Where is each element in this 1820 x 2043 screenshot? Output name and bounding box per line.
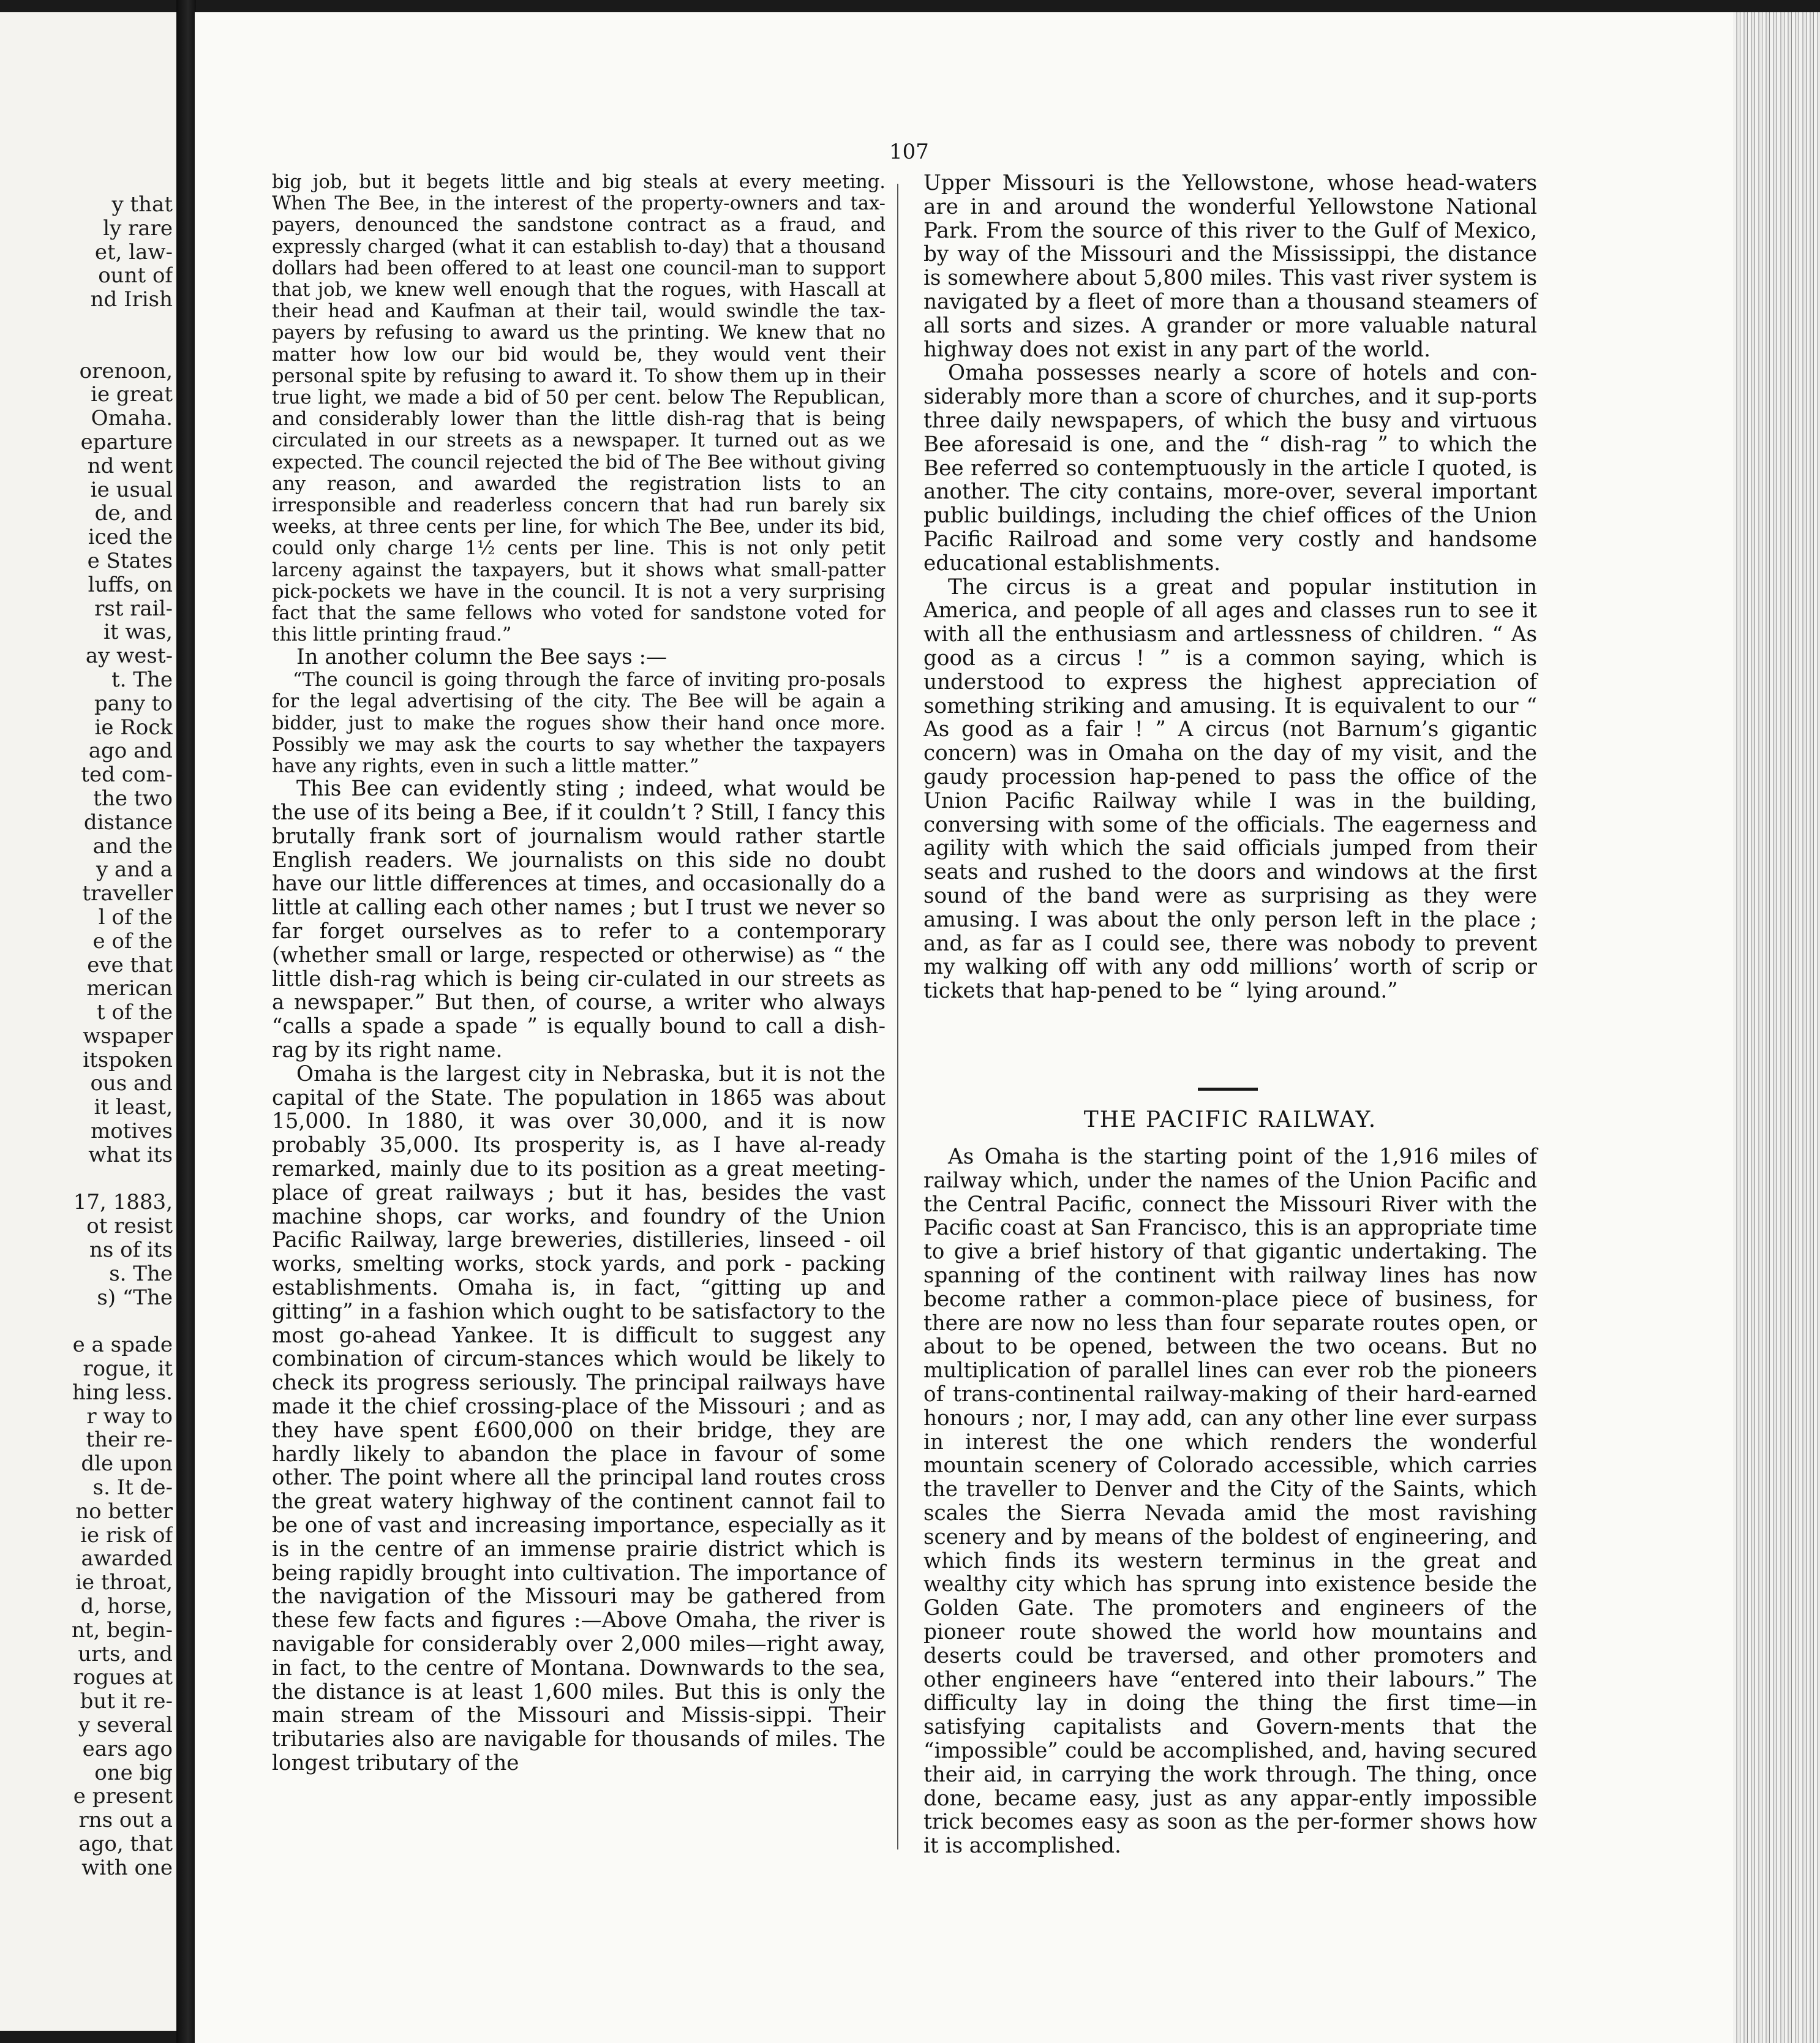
facing-page-line: e present: [73, 1785, 173, 1809]
facing-page-line: d, horse,: [80, 1595, 173, 1619]
facing-page-line: one big: [94, 1761, 173, 1785]
facing-page-line: luffs, on: [88, 573, 173, 597]
facing-page-line: ay west-: [85, 644, 173, 668]
facing-page-line: ous and: [90, 1072, 173, 1096]
facing-page-line: rst rail-: [94, 596, 173, 621]
facing-page-line: rogue, it: [83, 1357, 173, 1381]
facing-page-line: ie usual: [90, 478, 173, 502]
facing-page-line: t of the: [96, 1001, 173, 1025]
section-title: THE PACIFIC RAILWAY.: [1083, 1107, 1377, 1132]
facing-page-line: y that: [111, 193, 173, 217]
facing-page-line: awarded: [81, 1547, 173, 1571]
facing-page-line: it was,: [103, 620, 173, 645]
page-edges: [1733, 12, 1820, 2043]
facing-page-line: iced the: [88, 525, 173, 549]
facing-page-line: traveller: [82, 882, 173, 906]
facing-page-line: ago, that: [78, 1832, 173, 1856]
section-rule: [1198, 1088, 1258, 1091]
facing-page-line: y and a: [96, 858, 173, 882]
facing-page-line: [0, 312, 173, 336]
facing-page-line: wspaper: [83, 1024, 173, 1048]
right-column-lower: [923, 1145, 1537, 1858]
left-column: [272, 171, 886, 1775]
facing-page-text-fragments: [0, 193, 176, 1880]
facing-page-line: e a spade: [72, 1333, 173, 1358]
facing-page-line: the two: [93, 786, 173, 811]
paragraph-circus: The circus is a great and popular institution in America, and people of all ages and classes run to see it with all the enthusiasm and artlessness of children. “ As good as a circus ! ” is a common saying, which is understood to express the highest appreciation of something striking and amusing. It is equivalent to our “ As good as a fair ! ” A circus (not Barnum’s gigantic concern) was in Omaha on the day of my visit, and the gaudy procession hap-pened to pass the office of the Union Pacific Railway while I was in the building, conversing with some of the officials. The eagerness and agility with which the said officials jumped from their seats and rushed to the doors and windows at the first sound of the band were as surprising as they were amusing. I was about the only person left in the place ; and, as far as I could see, there was nobody to prevent my walking off with any odd millions’ worth of scrip or tickets that hap-pened to be “ lying around.”: [923, 574, 1537, 1004]
quote-continuation: big job, but it begets little and big steals at every meeting. When The Bee, in the interest of the property-owners and tax-payers, denounced the sandstone contract as a fraud, and expressly charged (what it can establish to-day) that a thousand dollars had been offered to at least one council-man to support that job, we knew well enough that the rogues, with Hascall at their head and Kaufman at their tail, would swindle the tax-payers by refusing to award us the printing. We knew that no matter how low our bid would be, they would vent their personal spite by refusing to award it. To show them up in their true light, we made a bid of 50 per cent. below The Republican, and considerably lower than the little dish-rag that is being circulated in our streets as a newspaper. It turned out as we expected. The council rejected the bid of The Bee without giving any reason, and awarded the registration lists to an irresponsible and readerless concern that had run barely six weeks, at three cents per line, for which The Bee, under its bid, could only charge 1½ cents per line. This is not only petit larceny against the taxpayers, but it shows what small-patter pick-pockets we have in the council. It is not a very surprising fact that the same fellows who voted for sandstone voted for this little printing fraud.”: [272, 171, 886, 646]
facing-page-line: their re-: [86, 1428, 173, 1453]
facing-page-line: [0, 1309, 173, 1333]
facing-page-line: ie Rock: [94, 715, 173, 740]
facing-page-line: ount of: [98, 264, 173, 288]
facing-page-line: ears ago: [82, 1737, 173, 1761]
facing-page-line: e States: [87, 549, 173, 573]
facing-page-line: distance: [83, 810, 173, 835]
facing-page-line: Omaha.: [91, 407, 173, 431]
facing-page-line: l of the: [98, 905, 173, 930]
facing-page-line: with one: [81, 1856, 173, 1880]
facing-page-line: de, and: [94, 502, 173, 526]
facing-page-line: 17, 1883,: [73, 1191, 173, 1215]
paragraph-upper-missouri: Upper Missouri is the Yellowstone, whose head-waters are in and around the wonderful Yellowstone National Park. From the source of this river to the Gulf of Mexico, by way of the Missouri and the Mississippi, the distance is somewhere about 5,800 miles. This vast river system is navigated by a fleet of more than a thousand steamers of all sorts and sizes. A grander or more valuable natural highway does not exist in any part of the world.: [923, 171, 1537, 362]
facing-page-line: ly rare: [103, 216, 173, 241]
facing-page-line: s. The: [109, 1262, 173, 1286]
page-number: 107: [889, 140, 929, 164]
facing-page-line: dle upon: [81, 1452, 173, 1477]
facing-page: [0, 12, 176, 2031]
facing-page-line: eve that: [87, 953, 173, 977]
facing-page-line: [0, 336, 173, 359]
facing-page-line: itspoken: [83, 1048, 173, 1072]
right-column: [923, 171, 1537, 1003]
facing-page-line: ted com-: [81, 763, 173, 787]
facing-page-line: motives: [90, 1119, 173, 1143]
facing-page-line: what its: [88, 1143, 173, 1167]
facing-page-line: [0, 1167, 173, 1191]
facing-page-line: urts, and: [78, 1642, 173, 1666]
facing-page-line: nd went: [87, 454, 173, 478]
facing-page-line: s) “The: [97, 1285, 173, 1310]
facing-page-line: ago and: [88, 739, 173, 764]
paragraph-bee-sting: This Bee can evidently sting ; indeed, what would be the use of its being a Bee, if it couldn’t ? Still, I fancy this brutally frank sort of journalism would rather startle English readers. We journalists on this side no doubt have our little differences at times, and occasionally do a little at calling each other names ; but I trust we never so far forget ourselves as to refer to a contemporary (whether small or large, respected or otherwise) as “ the little dish-rag which is being cir-culated in our streets as a newspaper.” But then, of course, a writer who always “calls a spade a spade ” is equally bound to call a dish-rag by its right name.: [272, 777, 886, 1063]
facing-page-line: ie throat,: [75, 1571, 173, 1595]
facing-page-line: it least,: [94, 1096, 173, 1120]
facing-page-line: t. The: [111, 668, 173, 692]
facing-page-line: ns of its: [89, 1238, 173, 1262]
facing-page-line: merican: [86, 977, 173, 1001]
facing-page-line: ie great: [91, 383, 173, 407]
paragraph-omaha: Omaha is the largest city in Nebraska, but it is not the capital of the State. The population in 1865 was about 15,000. In 1880, it was over 30,000, and it is now probably 35,000. Its prosperity is, as I have al-ready remarked, mainly due to its position as a great meeting-place of great railways ; but it has, besides the vast machine shops, car works, and foundry of the Union Pacific Railway, large breweries, distilleries, linseed - oil works, smelting works, stock yards, and pork - packing establishments. Omaha is, in fact, “gitting up and gitting” in a fashion which ought to be satisfactory to the most go-ahead Yankee. It is difficult to suggest any combination of circum-stances which would be likely to check its progress seriously. The principal railways have made it the chief crossing-place of the Missouri ; and as they have spent £600,000 on their bridge, they are hardly likely to abandon the place in favour of some other. The point where all the principal land routes cross the great watery highway of the continent cannot fail to be one of vast and increasing importance, especially as it is in the centre of an immense prairie district which is being rapidly brought into cultivation. The importance of the navigation of the Missouri may be gathered from these few facts and figures :—Above Omaha, the river is navigable for considerably over 2,000 miles—right away, in fact, to the centre of Montana. Downwards to the sea, the distance is at least 1,600 miles. But this is only the main stream of the Missouri and Missis-sippi. Their tributaries also are navigable for thousands of miles. The longest tributary of the: [272, 1061, 886, 1775]
facing-page-line: no better: [75, 1499, 173, 1524]
book-gutter: [176, 0, 196, 2043]
facing-page-line: rns out a: [78, 1808, 173, 1832]
another-column-intro: In another column the Bee says :—: [296, 645, 667, 670]
facing-page-line: et, law-: [94, 240, 173, 265]
facing-page-line: ot resist: [86, 1214, 173, 1239]
facing-page-line: and the: [92, 834, 173, 859]
facing-page-line: orenoon,: [79, 359, 173, 383]
facing-page-line: nd Irish: [90, 288, 173, 312]
facing-page-line: e of the: [92, 929, 173, 954]
facing-page-line: r way to: [86, 1404, 173, 1429]
facing-page-line: nt, begin-: [71, 1618, 173, 1642]
facing-page-line: rogues at: [73, 1666, 173, 1690]
facing-page-line: hing less.: [72, 1380, 173, 1405]
paragraph-pacific-railway: As Omaha is the starting point of the 1,916 miles of railway which, under the names of the Union Pacific and the Central Pacific, connect the Missouri River with the Pacific coast at San Francisco, this is an appropriate time to give a brief history of that gigantic undertaking. The spanning of the continent with railway lines has now become rather a common-place piece of business, for there are now no less than four separate routes open, or about to be opened, between the two oceans. But no multiplication of parallel lines can ever rob the pioneers of trans-continental railway-making of their hard-earned honours ; nor, I may add, can any other line ever surpass in interest the one which renders the wonderful mountain scenery of Colorado accessible, which carries the traveller to Denver and the City of the Saints, which scales the Sierra Nevada amid the most ravishing scenery and by means of the boldest of engineering, and which finds its western terminus in the great and wealthy city which has sprung into existence beside the Golden Gate. The promoters and engineers of the pioneer route showed the world how mountains and deserts could be traversed, and other promoters and other engineers have “entered into their labours.” The difficulty lay in doing the thing the first time—in satisfying capitalists and Govern-ments that the “impossible” could be accomplished, and, having secured their aid, in carrying the work through. The thing, once done, became easy, just as any appar-ently impossible trick becomes easy as soon as the per-former shows how it is accomplished.: [923, 1145, 1537, 1859]
bee-quote: “The council is going through the farce of inviting pro-posals for the legal advertising of the city. The Bee will be again a bidder, just to make the rogues show their hand once more. Possibly we may ask the courts to say whether the taxpayers have any rights, even in such a little matter.”: [272, 669, 886, 778]
facing-page-line: pany to: [94, 691, 173, 716]
facing-page-line: ie risk of: [80, 1523, 173, 1548]
facing-page-line: s. It de-: [92, 1476, 173, 1500]
facing-page-line: but it re-: [80, 1690, 173, 1714]
facing-page-line: y several: [78, 1714, 173, 1737]
column-divider: [897, 184, 898, 1849]
paragraph-hotels: Omaha possesses nearly a score of hotels and con-siderably more than a score of churches, and it sup-ports three daily newspapers, of which the busy and virtuous Bee aforesaid is one, and the “ dish-rag ” to which the Bee referred so contemptuously in the article I quoted, is another. The city contains, more-over, several important public buildings, including the chief offices of the Union Pacific Railroad and some very costly and handsome educational establishments.: [923, 361, 1537, 576]
facing-page-line: eparture: [80, 430, 173, 454]
